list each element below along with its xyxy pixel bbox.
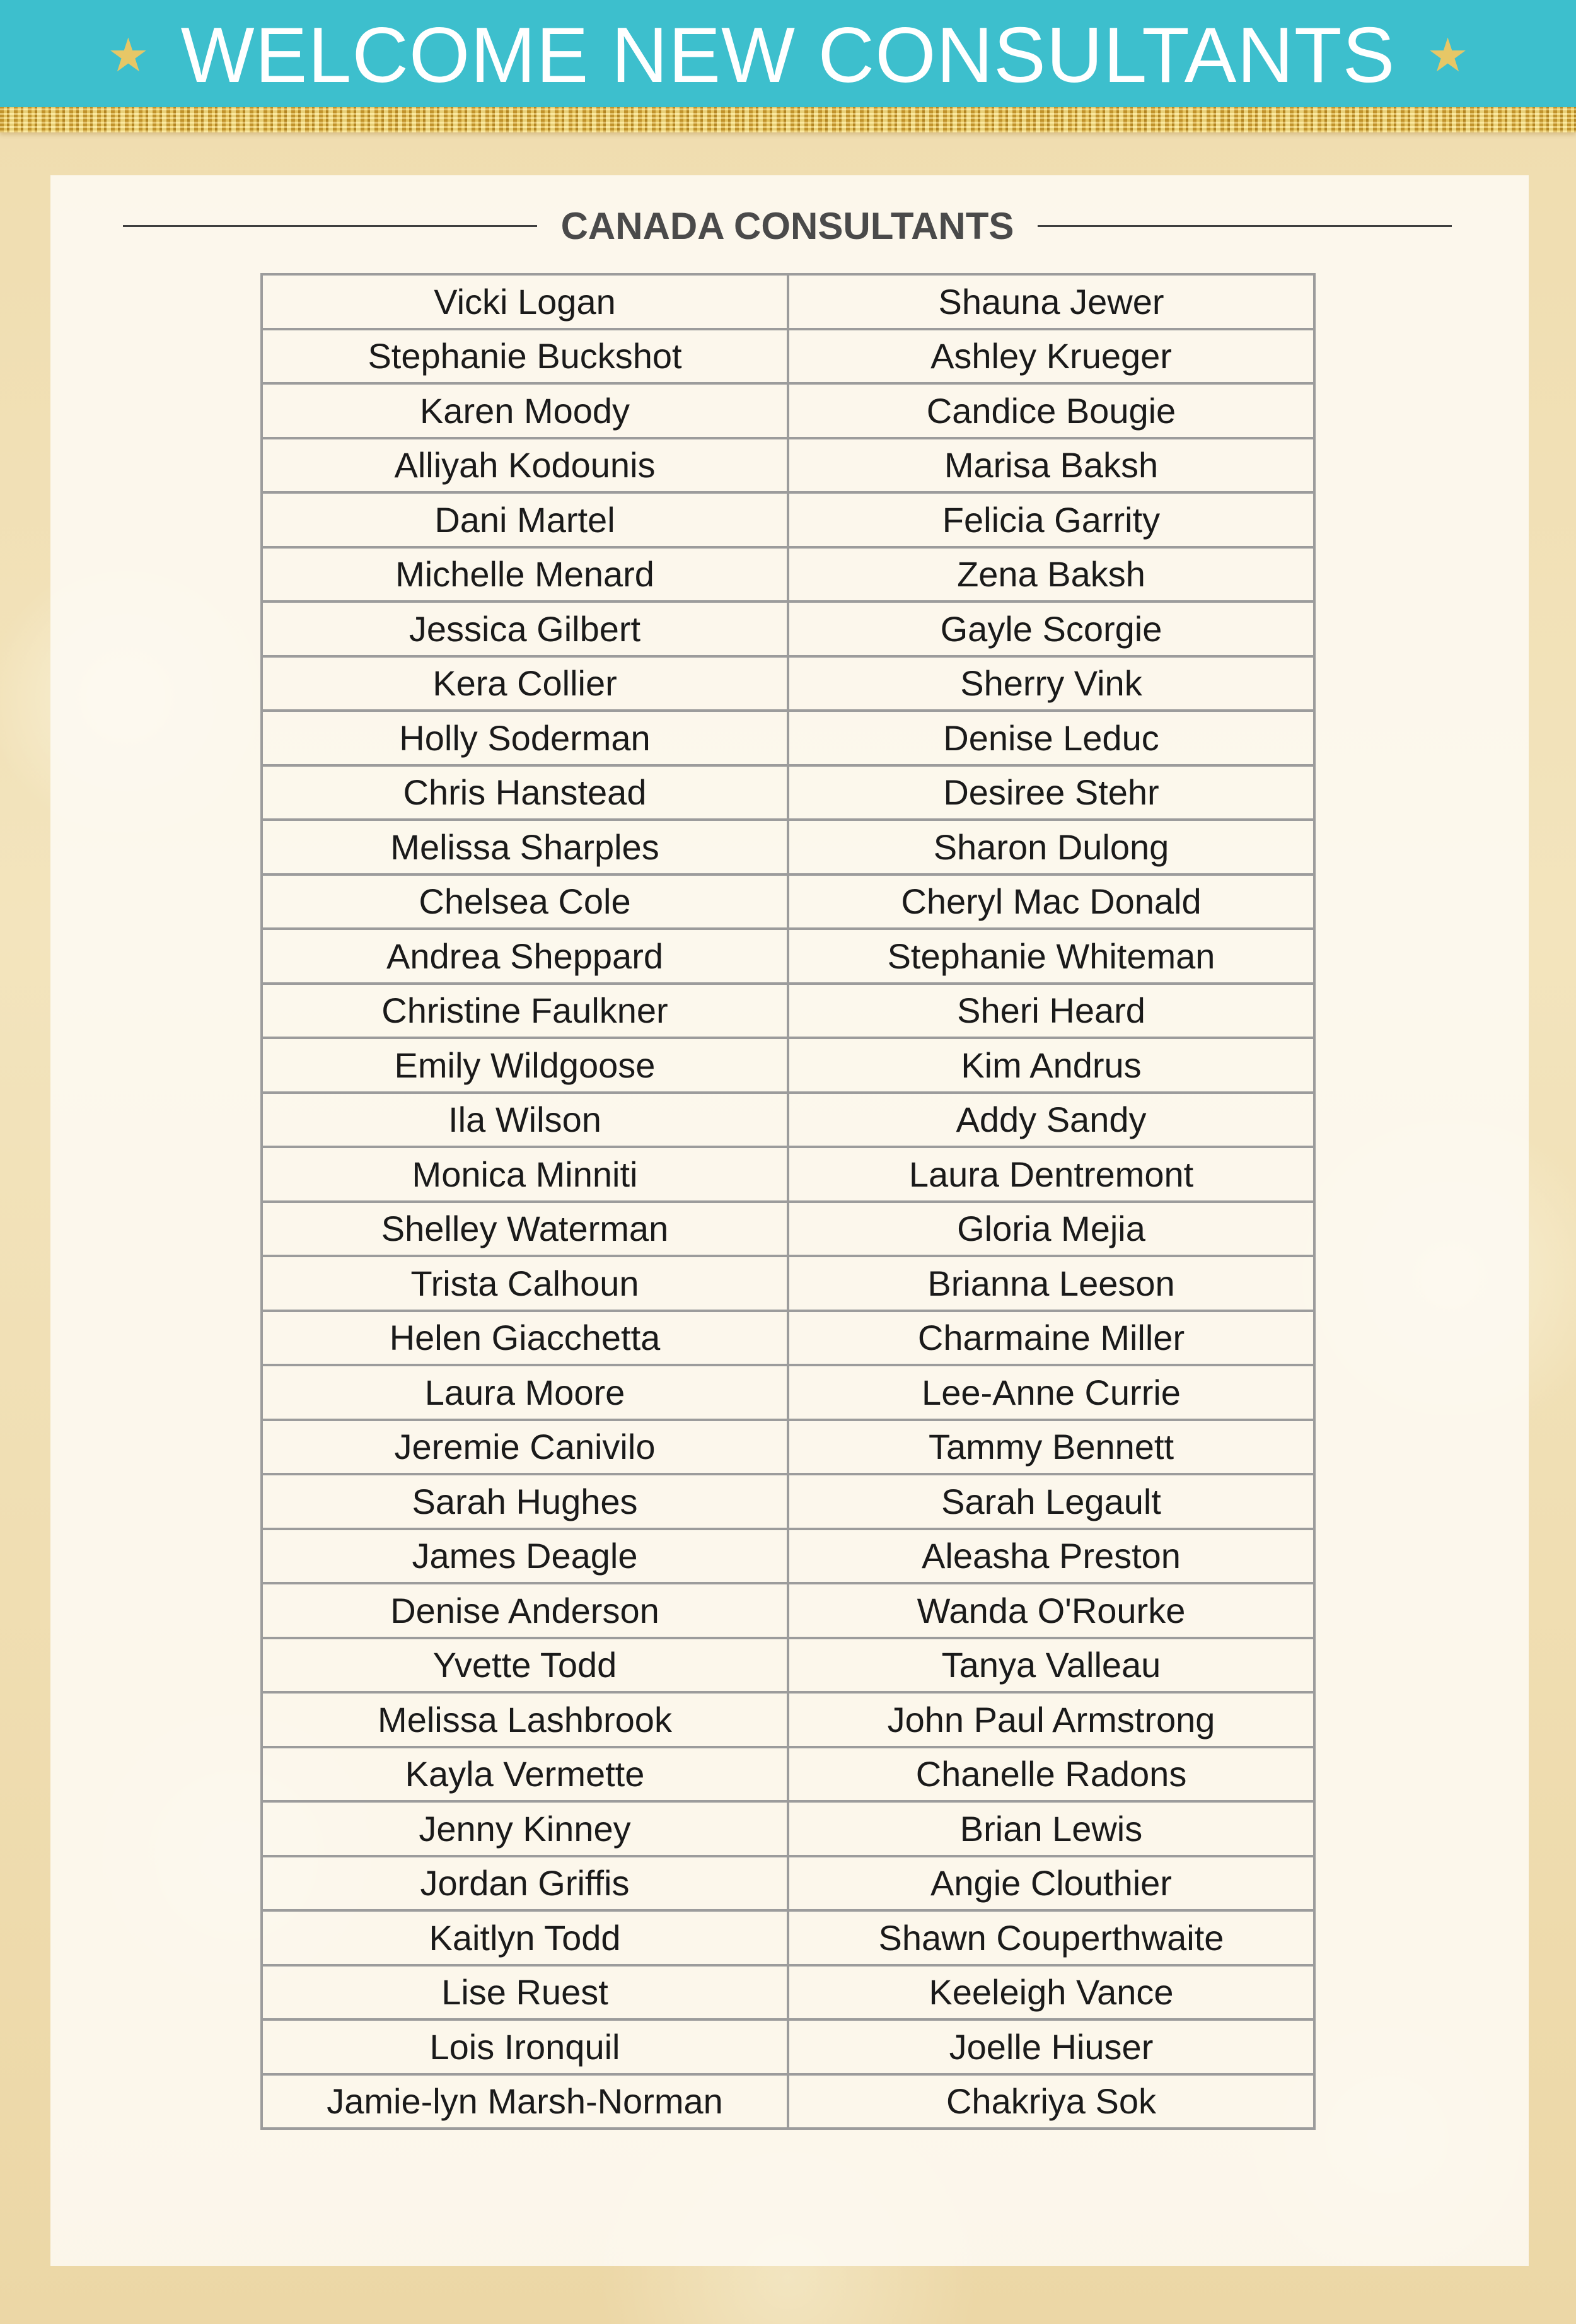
consultant-name-cell: Chelsea Cole [262,874,788,929]
consultant-name-cell: Angie Clouthier [788,1856,1314,1911]
consultant-name-cell: Desiree Stehr [788,765,1314,820]
consultant-name-cell: Aleasha Preston [788,1529,1314,1584]
consultant-name-cell: Trista Calhoun [262,1256,788,1311]
consultant-name-cell: Sheri Heard [788,984,1314,1038]
table-row [262,1638,1314,1693]
consultant-name-cell: Sherry Vink [788,656,1314,711]
table-row [262,1474,1314,1529]
consultant-name-cell: Yvette Todd [262,1638,788,1693]
header-banner [0,0,1576,111]
consultant-name-cell: Jenny Kinney [262,1801,788,1856]
consultant-name-cell: Chris Hanstead [262,765,788,820]
table-row [262,1202,1314,1257]
consultants-card [50,175,1529,2266]
table-row [262,765,1314,820]
table-row [262,329,1314,384]
table-row [262,1529,1314,1584]
consultant-name-cell: Shawn Couperthwaite [788,1910,1314,1965]
consultant-name-cell: Shauna Jewer [788,274,1314,329]
table-row [262,984,1314,1038]
section-heading [123,194,1452,257]
table-row [262,1311,1314,1366]
consultant-name-cell: Keeleigh Vance [788,1965,1314,2020]
consultant-name-cell: Zena Baksh [788,547,1314,602]
heading-rule-left [123,225,537,227]
consultant-name-cell: Stephanie Whiteman [788,929,1314,984]
consultant-name-cell: Laura Dentremont [788,1147,1314,1202]
consultant-name-cell: Shelley Waterman [262,1202,788,1257]
table-row [262,492,1314,547]
table-row [262,1038,1314,1093]
consultant-name-cell: Tanya Valleau [788,1638,1314,1693]
consultant-name-cell: Karen Moody [262,383,788,438]
table-row [262,1910,1314,1965]
table-row [262,711,1314,765]
consultant-name-cell: Felicia Garrity [788,492,1314,547]
consultant-name-cell: Emily Wildgoose [262,1038,788,1093]
consultant-name-cell: Christine Faulkner [262,984,788,1038]
consultant-name-cell: Joelle Hiuser [788,2019,1314,2074]
table-row [262,1692,1314,1747]
consultant-name-cell: Ila Wilson [262,1093,788,1147]
consultant-name-cell: Dani Martel [262,492,788,547]
consultant-name-cell: Lee-Anne Currie [788,1365,1314,1420]
consultant-name-cell: Brianna Leeson [788,1256,1314,1311]
table-row [262,1147,1314,1202]
star-icon: ★ [1427,29,1469,81]
table-row [262,929,1314,984]
heading-rule-right [1038,225,1452,227]
table-row [262,820,1314,874]
consultant-name-cell: Sarah Hughes [262,1474,788,1529]
glitter-divider [0,107,1576,132]
consultant-name-cell: James Deagle [262,1529,788,1584]
consultant-name-cell: Andrea Sheppard [262,929,788,984]
consultant-name-cell: Chakriya Sok [788,2074,1314,2129]
table-row [262,383,1314,438]
consultant-name-cell: Stephanie Buckshot [262,329,788,384]
table-row [262,2019,1314,2074]
consultant-name-cell: Jeremie Canivilo [262,1420,788,1475]
consultant-name-cell: Jamie-lyn Marsh-Norman [262,2074,788,2129]
consultant-name-cell: Addy Sandy [788,1093,1314,1147]
table-row [262,1256,1314,1311]
table-row [262,656,1314,711]
consultant-name-cell: Ashley Krueger [788,329,1314,384]
consultant-name-cell: Cheryl Mac Donald [788,874,1314,929]
consultant-name-cell: Marisa Baksh [788,438,1314,493]
consultant-name-cell: Jordan Griffis [262,1856,788,1911]
consultant-name-cell: Kim Andrus [788,1038,1314,1093]
page-title: WELCOME NEW CONSULTANTS [180,12,1396,99]
table-row [262,1583,1314,1638]
consultant-name-cell: Kera Collier [262,656,788,711]
consultant-name-cell: Wanda O'Rourke [788,1583,1314,1638]
consultant-name-cell: Denise Anderson [262,1583,788,1638]
consultant-name-cell: Chanelle Radons [788,1747,1314,1802]
consultants-table-body [262,274,1314,2129]
table-row [262,1420,1314,1475]
consultant-name-cell: Gloria Mejia [788,1202,1314,1257]
consultant-name-cell: Candice Bougie [788,383,1314,438]
star-icon: ★ [107,29,149,81]
consultant-name-cell: Brian Lewis [788,1801,1314,1856]
consultant-name-cell: Lise Ruest [262,1965,788,2020]
consultant-name-cell: Lois Ironquil [262,2019,788,2074]
consultant-name-cell: Gayle Scorgie [788,601,1314,656]
consultant-name-cell: Alliyah Kodounis [262,438,788,493]
consultant-name-cell: Holly Soderman [262,711,788,765]
section-title: CANADA CONSULTANTS [560,204,1014,247]
consultant-name-cell: Jessica Gilbert [262,601,788,656]
table-row [262,1965,1314,2020]
table-row [262,1801,1314,1856]
consultant-name-cell: Helen Giacchetta [262,1311,788,1366]
consultant-name-cell: Monica Minniti [262,1147,788,1202]
table-row [262,601,1314,656]
table-row [262,1365,1314,1420]
table-row [262,874,1314,929]
table-row [262,274,1314,329]
consultants-table [260,273,1316,2130]
consultant-name-cell: John Paul Armstrong [788,1692,1314,1747]
consultant-name-cell: Sharon Dulong [788,820,1314,874]
consultant-name-cell: Michelle Menard [262,547,788,602]
consultant-name-cell: Laura Moore [262,1365,788,1420]
table-row [262,547,1314,602]
consultant-name-cell: Tammy Bennett [788,1420,1314,1475]
table-row [262,2074,1314,2129]
table-row [262,1856,1314,1911]
table-row [262,1093,1314,1147]
consultant-name-cell: Sarah Legault [788,1474,1314,1529]
table-row [262,438,1314,493]
consultant-name-cell: Melissa Lashbrook [262,1692,788,1747]
consultant-name-cell: Charmaine Miller [788,1311,1314,1366]
consultant-name-cell: Kayla Vermette [262,1747,788,1802]
table-row [262,1747,1314,1802]
consultant-name-cell: Vicki Logan [262,274,788,329]
consultant-name-cell: Kaitlyn Todd [262,1910,788,1965]
consultant-name-cell: Denise Leduc [788,711,1314,765]
consultant-name-cell: Melissa Sharples [262,820,788,874]
